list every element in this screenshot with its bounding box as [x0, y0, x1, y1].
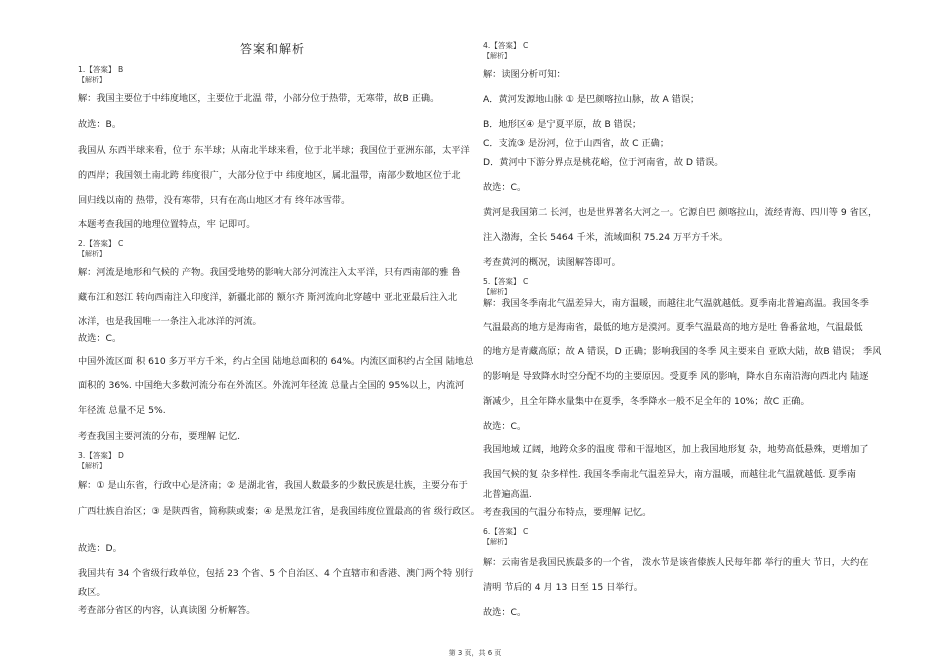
- text-line: 故选：D。: [78, 543, 122, 554]
- question-answer-heading: 6.【答案】 C: [483, 527, 529, 536]
- analysis-label: 【解析】: [78, 250, 106, 258]
- text-line: 气温最高的地方是海南省，最低的地方是漠河。夏季气温最高的地方是吐 鲁番盆地，气温最低: [483, 322, 863, 333]
- question-answer-heading: 4.【答案】 C: [483, 41, 529, 50]
- text-line: 解：① 是山东省，行政中心是济南；② 是湖北省，我国人数最多的少数民族是壮族，主要分布于: [78, 480, 468, 491]
- text-line: A．黄河发源地山脉 ① 是巴颜喀拉山脉，故 A 错误；: [483, 94, 700, 105]
- text-line: 故选：C。: [483, 421, 527, 432]
- text-line: 我国气候的复 杂多样性. 我国冬季南北气温差异大，南方温暖，而越往北气温就越低. 夏季南: [483, 469, 856, 480]
- text-line: 考查我国的气温分布特点，要理解 记忆。: [483, 507, 652, 518]
- analysis-label: 【解析】: [78, 76, 106, 84]
- question-answer-heading: 5.【答案】 C: [483, 277, 529, 286]
- question-answer-heading: 1.【答案】 B: [78, 65, 124, 74]
- text-line: 藏布江和怒江 转向西南注入印度洋，新疆北部的 额尔齐 斯河流向北穿越中 亚北亚最后注入北: [78, 292, 458, 303]
- analysis-label: 【解析】: [483, 288, 511, 296]
- text-line: C．支流③ 是汾河，位于山西省，故 C 正确；: [483, 138, 670, 149]
- analysis-label: 【解析】: [483, 52, 511, 60]
- text-line: 冰洋，也是我国唯一一条注入北冰洋的河流。: [78, 316, 262, 327]
- text-line: 面积的 36%. 中国绝大多数河流分布在外流区。外流河年径流 总量占全国的 95%以上，内流河: [78, 380, 465, 391]
- question-answer-heading: 3.【答案】 D: [78, 451, 124, 460]
- text-line: 我国共有 34 个省级行政单位，包括 23 个省、5 个自治区、4 个直辖市和香港、澳门两个特 别行: [78, 568, 474, 579]
- text-line: 广西壮族自治区；③ 是陕西省，简称陕或秦；④ 是黑龙江省，是我国纬度位置最高的省 级行政区。: [78, 506, 480, 517]
- text-line: 的影响是 导致降水时空分配不均的主要原因。受夏季 风的影响，降水自东南沿海向西北内 陆逐: [483, 371, 869, 382]
- text-line: 北普遍高温.: [483, 489, 532, 500]
- text-line: 故选：C。: [483, 182, 527, 193]
- text-line: 考查部分省区的内容，认真读图 分析解答。: [78, 605, 256, 616]
- text-line: D．黄河中下游分界点是桃花峪，位于河南省，故 D 错误。: [483, 157, 724, 168]
- text-line: 中国外流区面 积 610 多万平方千米，约占全国 陆地总面积的 64%。内流区面积约占全国 陆地总: [78, 356, 474, 367]
- text-line: 故选：C。: [483, 607, 527, 618]
- text-line: 解：河流是地形和气候的 产物。我国受地势的影响大部分河流注入太平洋，只有西南部的雅 鲁: [78, 267, 461, 278]
- text-line: 的西岸；我国领土南北跨 纬度很广，大部分位于中 纬度地区，属北温带，南部少数地区位于北: [78, 170, 461, 181]
- question-answer-heading: 2.【答案】 C: [78, 239, 124, 248]
- text-line: B．地形区④ 是宁夏平原，故 B 错误；: [483, 119, 642, 130]
- text-line: 故选：B。: [78, 119, 122, 130]
- text-line: 解：云南省是我国民族最多的一个省， 泼水节是该省傣族人民每年都 举行的重大 节日，大约在: [483, 557, 869, 568]
- text-line: 解：我国主要位于中纬度地区，主要位于北温 带，小部分位于热带，无寒带，故B 正确。: [78, 93, 440, 104]
- page-footer: 第 3 页，共 6 页: [448, 649, 502, 657]
- text-line: 故选：C。: [78, 333, 122, 344]
- text-line: 考查黄河的概况，读图解答即可。: [483, 257, 621, 268]
- text-line: 清明 节后的 4 月 13 日至 15 日举行。: [483, 582, 643, 593]
- analysis-label: 【解析】: [78, 462, 106, 470]
- text-line: 我国地域 辽阔，地跨众多的温度 带和干湿地区，加上我国地形复 杂，地势高低悬殊，更增加了: [483, 444, 869, 455]
- page-title: 答案和解析: [240, 42, 306, 56]
- text-line: 本题考查我国的地理位置特点，牢 记即可。: [78, 219, 256, 230]
- text-line: 考查我国主要河流的分布，要理解 记忆.: [78, 431, 241, 442]
- text-line: 注入渤海，全长 5464 千米，流域面积 75.24 万平方千米。: [483, 232, 729, 243]
- text-line: 年径流 总量不足 5%.: [78, 405, 166, 416]
- text-line: 解：读图分析可知：: [483, 69, 566, 80]
- text-line: 渐减少，且全年降水量集中在夏季，冬季降水一般不足全年的 10%；故C 正确。: [483, 396, 810, 407]
- text-line: 回归线以南的 热带，没有寒带，只有在高山地区才有 终年冰雪带。: [78, 195, 351, 206]
- text-line: 解：我国冬季南北气温差异大，南方温暖，而越往北气温就越低。夏季南北普遍高温。我国冬季: [483, 298, 869, 309]
- text-line: 政区。: [78, 587, 106, 598]
- text-line: 黄河是我国第二 长河，也是世界著名大河之一。它源自巴 颜喀拉山，流经青海、四川等 9 省区，: [483, 207, 878, 218]
- analysis-label: 【解析】: [483, 538, 511, 546]
- text-line: 的地方是青藏高原；故 A 错误，D 正确；影响我国的冬季 风主要来自 亚欧大陆，故B 错误； 季风: [483, 346, 882, 357]
- text-line: 我国从 东西半球来看，位于 东半球；从南北半球来看，位于北半球；我国位于亚洲东部，太平洋: [78, 145, 470, 156]
